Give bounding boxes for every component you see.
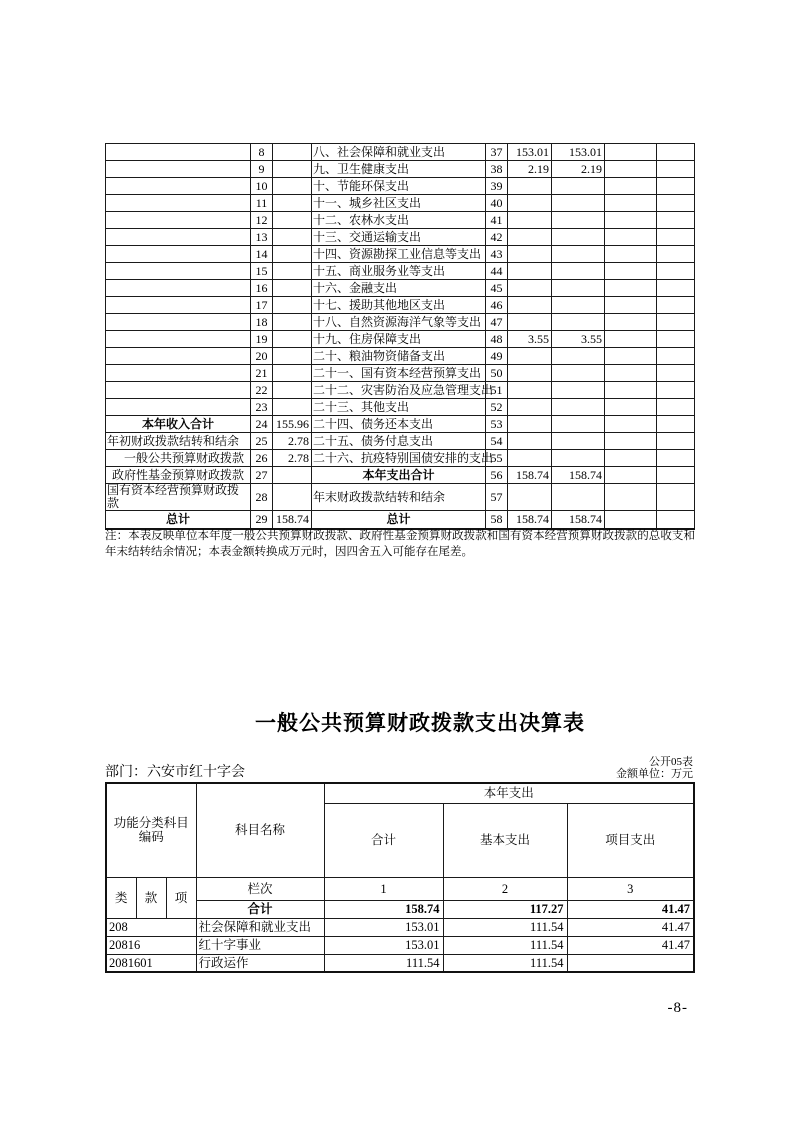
cell-amount-general-budget (552, 450, 605, 467)
header-function-code: 功能分类科目编码 (106, 783, 196, 877)
table1-row (106, 511, 695, 529)
cell-amount-general-budget (552, 212, 605, 229)
cell-amount-state-capital (657, 433, 695, 450)
cell-project-expenditure: 41.47 (567, 936, 694, 954)
table-meta-row (105, 764, 693, 781)
cell-row-number: 14 (251, 246, 273, 263)
cell-subject-name: 红十字事业 (196, 936, 324, 954)
cell-income-item (106, 178, 251, 195)
cell-income-amount (273, 348, 312, 365)
cell-amount-state-capital (657, 195, 695, 212)
cell-income-amount (273, 280, 312, 297)
cell-row-number: 47 (486, 314, 508, 331)
cell-amount-total: 158.74 (508, 467, 552, 484)
cell-expenditure-item: 二十四、债务还本支出 (312, 416, 486, 433)
cell-amount-gov-fund (605, 433, 657, 450)
table1-row (106, 416, 695, 433)
cell-amount-general-budget (552, 382, 605, 399)
cell-amount-gov-fund (605, 314, 657, 331)
header-column-2: 2 (443, 877, 567, 900)
cell-basic-expenditure: 111.54 (443, 954, 567, 972)
cell-basic-expenditure: 111.54 (443, 936, 567, 954)
cell-income-amount (273, 484, 312, 511)
table1-row (106, 467, 695, 484)
cell-income-amount (273, 331, 312, 348)
expenditure-table (105, 782, 695, 973)
cell-expenditure-item: 本年支出合计 (312, 467, 486, 484)
cell-amount-total (508, 399, 552, 416)
cell-expenditure-item: 十一、城乡社区支出 (312, 195, 486, 212)
cell-row-number: 40 (486, 195, 508, 212)
cell-row-number: 48 (486, 331, 508, 348)
cell-income-item (106, 144, 251, 161)
cell-row-number: 55 (486, 450, 508, 467)
cell-income-amount: 2.78 (273, 433, 312, 450)
cell-income-amount (273, 144, 312, 161)
cell-subject-name: 社会保障和就业支出 (196, 918, 324, 936)
cell-income-item (106, 246, 251, 263)
table1-row (106, 195, 695, 212)
cell-amount-general-budget (552, 484, 605, 511)
cell-amount-state-capital (657, 365, 695, 382)
cell-project-expenditure (567, 954, 694, 972)
cell-amount-state-capital (657, 229, 695, 246)
cell-amount-total (508, 433, 552, 450)
header-year-expenditure: 本年支出 (324, 783, 694, 803)
cell-amount-state-capital (657, 263, 695, 280)
header-total: 合计 (324, 803, 443, 877)
table1-row (106, 484, 695, 511)
cell-row-number: 58 (486, 511, 508, 529)
cell-row-number: 39 (486, 178, 508, 195)
cell-expenditure-item: 二十一、国有资本经营预算支出 (312, 365, 486, 382)
cell-amount-gov-fund (605, 212, 657, 229)
cell-expenditure-item: 十九、住房保障支出 (312, 331, 486, 348)
table1-row (106, 399, 695, 416)
cell-row-number: 20 (251, 348, 273, 365)
table2-row (106, 936, 694, 954)
table1-row (106, 212, 695, 229)
table1-row (106, 246, 695, 263)
total-row-basic: 117.27 (443, 900, 567, 918)
cell-income-amount: 2.78 (273, 450, 312, 467)
cell-row-number: 11 (251, 195, 273, 212)
cell-amount-general-budget (552, 314, 605, 331)
cell-income-item (106, 229, 251, 246)
cell-row-number: 43 (486, 246, 508, 263)
cell-row-number: 15 (251, 263, 273, 280)
cell-amount-general-budget (552, 229, 605, 246)
cell-income-amount (273, 263, 312, 280)
cell-amount-gov-fund (605, 399, 657, 416)
cell-amount-total: 2.19 (508, 161, 552, 178)
cell-row-number: 22 (251, 382, 273, 399)
cell-amount-gov-fund (605, 382, 657, 399)
cell-amount-gov-fund (605, 280, 657, 297)
cell-amount-gov-fund (605, 161, 657, 178)
cell-amount-general-budget (552, 280, 605, 297)
cell-row-number: 49 (486, 348, 508, 365)
cell-amount-total (508, 263, 552, 280)
cell-amount-gov-fund (605, 229, 657, 246)
table1-row (106, 331, 695, 348)
cell-row-number: 19 (251, 331, 273, 348)
cell-function-code: 208 (106, 918, 196, 936)
cell-amount-total (508, 229, 552, 246)
cell-expenditure-item: 八、社会保障和就业支出 (312, 144, 486, 161)
page-number: -8- (667, 1000, 688, 1016)
table1-row (106, 365, 695, 382)
cell-amount-total (508, 195, 552, 212)
cell-income-item: 一般公共预算财政拨款 (106, 450, 251, 467)
cell-amount-state-capital (657, 280, 695, 297)
cell-amount-general-budget (552, 178, 605, 195)
table1-row (106, 178, 695, 195)
table1-row (106, 280, 695, 297)
cell-amount-general-budget (552, 416, 605, 433)
cell-amount-gov-fund (605, 511, 657, 529)
cell-amount-general-budget: 3.55 (552, 331, 605, 348)
cell-amount-general-budget (552, 399, 605, 416)
cell-function-code: 2081601 (106, 954, 196, 972)
cell-income-amount (273, 467, 312, 484)
cell-amount-total (508, 246, 552, 263)
cell-row-number: 17 (251, 297, 273, 314)
cell-expenditure-item: 十三、交通运输支出 (312, 229, 486, 246)
cell-expenditure-item: 二十六、抗疫特别国债安排的支出 (313, 450, 494, 465)
cell-amount-total: 153.01 (508, 144, 552, 161)
cell-row-number: 18 (251, 314, 273, 331)
cell-income-item (106, 382, 251, 399)
cell-total: 111.54 (324, 954, 443, 972)
cell-amount-total (508, 348, 552, 365)
cell-amount-general-budget (552, 246, 605, 263)
cell-amount-state-capital (657, 416, 695, 433)
cell-row-number: 38 (486, 161, 508, 178)
cell-row-number: 25 (251, 433, 273, 450)
cell-amount-total (508, 314, 552, 331)
header-column-3: 3 (567, 877, 694, 900)
cell-amount-state-capital (657, 467, 695, 484)
cell-project-expenditure: 41.47 (567, 918, 694, 936)
cell-row-number: 27 (251, 467, 273, 484)
cell-row-number: 26 (251, 450, 273, 467)
cell-row-number: 8 (251, 144, 273, 161)
total-row-total: 158.74 (324, 900, 443, 918)
cell-amount-state-capital (657, 178, 695, 195)
cell-expenditure-item: 二十三、其他支出 (312, 399, 486, 416)
cell-expenditure-item: 十六、金融支出 (312, 280, 486, 297)
department-label: 部门：六安市红十字会 (105, 765, 245, 780)
cell-amount-total (508, 365, 552, 382)
cell-expenditure-item: 二十五、债务付息支出 (312, 433, 486, 450)
cell-income-amount (273, 195, 312, 212)
table1-row (106, 433, 695, 450)
cell-income-item (106, 348, 251, 365)
cell-income-item (106, 263, 251, 280)
cell-income-item: 政府性基金预算财政拨款 (106, 467, 251, 484)
cell-amount-state-capital (657, 246, 695, 263)
cell-income-amount (273, 212, 312, 229)
cell-amount-gov-fund (605, 246, 657, 263)
cell-amount-total (508, 280, 552, 297)
cell-amount-total (508, 416, 552, 433)
cell-amount-gov-fund (605, 450, 657, 467)
cell-income-amount (273, 229, 312, 246)
cell-amount-state-capital (657, 144, 695, 161)
cell-amount-gov-fund (605, 348, 657, 365)
cell-income-item: 总计 (106, 511, 251, 529)
header-basic-expenditure: 基本支出 (443, 803, 567, 877)
header-subject-name: 科目名称 (196, 783, 324, 877)
cell-row-number: 16 (251, 280, 273, 297)
cell-amount-total: 3.55 (508, 331, 552, 348)
cell-income-amount (273, 161, 312, 178)
cell-expenditure-item: 十五、商业服务业等支出 (312, 263, 486, 280)
cell-income-item (106, 331, 251, 348)
cell-expenditure-item: 二十、粮油物资储备支出 (312, 348, 486, 365)
cell-row-number: 12 (251, 212, 273, 229)
cell-amount-state-capital (657, 450, 695, 467)
total-row-project: 41.47 (567, 900, 694, 918)
table-note: 注：本表反映单位本年度一般公共预算财政拨款、政府性基金预算财政拨款和国有资本经营预算财政拨款的总收支和年末结转结余情况；本表金额转换成万元时，因四舍五入可能存在尾差。 (105, 530, 695, 558)
cell-amount-gov-fund (605, 484, 657, 511)
cell-amount-state-capital (657, 484, 695, 511)
cell-amount-gov-fund (605, 263, 657, 280)
cell-amount-state-capital (657, 331, 695, 348)
cell-amount-general-budget: 158.74 (552, 467, 605, 484)
cell-income-amount: 155.96 (273, 416, 312, 433)
cell-amount-general-budget (552, 263, 605, 280)
cell-amount-state-capital (657, 297, 695, 314)
cell-amount-general-budget (552, 297, 605, 314)
cell-amount-gov-fund (605, 178, 657, 195)
table2-row (106, 954, 694, 972)
cell-amount-gov-fund (605, 416, 657, 433)
cell-row-number: 56 (486, 467, 508, 484)
cell-expenditure-item: 二十二、灾害防治及应急管理支出 (313, 382, 494, 397)
fiscal-allocation-summary-table (105, 143, 695, 530)
cell-amount-gov-fund (605, 144, 657, 161)
cell-income-item: 国有资本经营预算财政拨款 (106, 484, 251, 511)
cell-row-number: 44 (486, 263, 508, 280)
cell-amount-general-budget: 2.19 (552, 161, 605, 178)
cell-amount-total (508, 382, 552, 399)
cell-amount-gov-fund (605, 297, 657, 314)
cell-amount-state-capital (657, 348, 695, 365)
cell-amount-gov-fund (605, 331, 657, 348)
cell-amount-total (508, 297, 552, 314)
cell-row-number: 52 (486, 399, 508, 416)
header-section: 款 (136, 877, 166, 918)
cell-income-item (106, 195, 251, 212)
cell-income-item (106, 365, 251, 382)
cell-row-number: 46 (486, 297, 508, 314)
cell-expenditure-item: 十八、自然资源海洋气象等支出 (312, 314, 486, 331)
cell-income-amount (273, 399, 312, 416)
cell-amount-general-budget: 153.01 (552, 144, 605, 161)
table1-row (106, 314, 695, 331)
cell-row-number: 45 (486, 280, 508, 297)
cell-row-number: 54 (486, 433, 508, 450)
table1-row (106, 263, 695, 280)
cell-income-item: 本年收入合计 (106, 416, 251, 433)
cell-income-amount (273, 382, 312, 399)
table2-header-row-3 (106, 877, 694, 900)
cell-amount-general-budget (552, 365, 605, 382)
cell-row-number: 50 (486, 365, 508, 382)
cell-expenditure-item: 总计 (312, 511, 486, 529)
cell-total: 153.01 (324, 936, 443, 954)
cell-expenditure-item: 十七、援助其他地区支出 (312, 297, 486, 314)
unit-label: 金额单位：万元 (616, 768, 693, 780)
cell-row-number: 51 (486, 382, 508, 399)
cell-subject-name: 行政运作 (196, 954, 324, 972)
cell-amount-state-capital (657, 511, 695, 529)
cell-function-code: 20816 (106, 936, 196, 954)
cell-income-item (106, 314, 251, 331)
cell-amount-state-capital (657, 399, 695, 416)
cell-basic-expenditure: 111.54 (443, 918, 567, 936)
cell-income-item (106, 297, 251, 314)
header-column-1: 1 (324, 877, 443, 900)
table1-row (106, 161, 695, 178)
cell-amount-gov-fund (605, 365, 657, 382)
cell-row-number: 23 (251, 399, 273, 416)
cell-income-amount (273, 297, 312, 314)
table1-row (106, 348, 695, 365)
table1-row (106, 382, 695, 399)
cell-amount-state-capital (657, 161, 695, 178)
cell-total: 153.01 (324, 918, 443, 936)
cell-amount-gov-fund (605, 467, 657, 484)
cell-income-amount (273, 365, 312, 382)
cell-row-number: 29 (251, 511, 273, 529)
cell-expenditure-item: 十二、农林水支出 (312, 212, 486, 229)
cell-row-number: 13 (251, 229, 273, 246)
cell-income-amount (273, 178, 312, 195)
cell-row-number: 37 (486, 144, 508, 161)
header-class: 类 (106, 877, 136, 918)
cell-amount-gov-fund (605, 195, 657, 212)
cell-row-number: 41 (486, 212, 508, 229)
table1-row (106, 229, 695, 246)
cell-row-number: 21 (251, 365, 273, 382)
cell-income-item (106, 280, 251, 297)
cell-row-number: 28 (251, 484, 273, 511)
total-row-label: 合计 (196, 900, 324, 918)
doc-code-label: 公开05表 (649, 756, 693, 768)
cell-amount-total (508, 178, 552, 195)
cell-row-number: 24 (251, 416, 273, 433)
cell-amount-state-capital (657, 314, 695, 331)
cell-income-amount (273, 314, 312, 331)
expenditure-table-title: 一般公共预算财政拨款支出决算表 (255, 711, 585, 735)
cell-expenditure-item: 年末财政拨款结转和结余 (312, 484, 486, 511)
cell-expenditure-item: 十四、资源勘探工业信息等支出 (312, 246, 486, 263)
cell-amount-general-budget (552, 348, 605, 365)
cell-income-amount (273, 246, 312, 263)
header-item: 项 (166, 877, 196, 918)
cell-expenditure-item: 九、卫生健康支出 (312, 161, 486, 178)
cell-income-item: 年初财政拨款结转和结余 (106, 433, 251, 450)
cell-amount-total: 158.74 (508, 511, 552, 529)
cell-row-number: 57 (486, 484, 508, 511)
cell-row-number: 42 (486, 229, 508, 246)
header-project-expenditure: 项目支出 (567, 803, 694, 877)
cell-income-amount: 158.74 (273, 511, 312, 529)
cell-amount-state-capital (657, 212, 695, 229)
table2-row (106, 918, 694, 936)
cell-amount-total (508, 450, 552, 467)
cell-row-number: 53 (486, 416, 508, 433)
cell-amount-general-budget: 158.74 (552, 511, 605, 529)
table1-row (106, 297, 695, 314)
cell-amount-total (508, 212, 552, 229)
cell-amount-general-budget (552, 433, 605, 450)
cell-amount-state-capital (657, 382, 695, 399)
cell-income-item (106, 161, 251, 178)
cell-expenditure-item: 十、节能环保支出 (312, 178, 486, 195)
cell-amount-total (508, 484, 552, 511)
header-column-index-label: 栏次 (196, 877, 324, 900)
cell-amount-general-budget (552, 195, 605, 212)
table1-row (106, 144, 695, 161)
table1-row (106, 450, 695, 467)
cell-income-item (106, 399, 251, 416)
table2-header-row-1 (106, 783, 694, 803)
cell-income-item (106, 212, 251, 229)
cell-row-number: 10 (251, 178, 273, 195)
cell-row-number: 9 (251, 161, 273, 178)
